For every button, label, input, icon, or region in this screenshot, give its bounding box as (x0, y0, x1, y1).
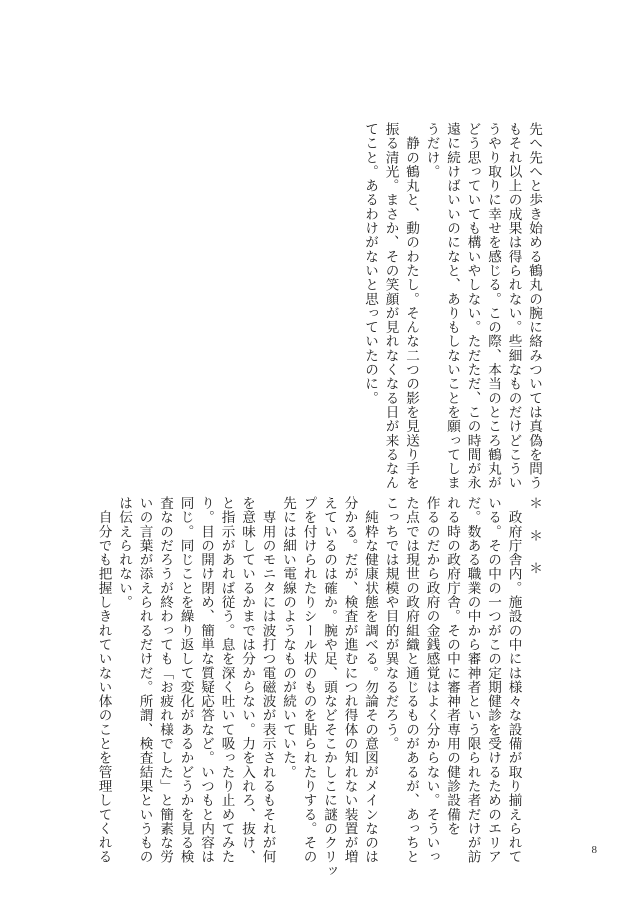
text-line: 先へ先へと歩き始める鶴丸の腕に絡みついては真偽を問う (526, 122, 542, 490)
text-line: 振る清光。まさか、その笑顔が見れなくなる日が来るなん (382, 122, 399, 490)
text-line: た点では現世の政府組織と通じるものがあるが、あっちと (403, 496, 419, 864)
text-line: こっちでは規模や目的が異なるだろう。 (382, 496, 399, 751)
page-number: 8 (591, 844, 597, 856)
text-line: れる時の政府庁舎。その中に審神者専用の健診設備を (444, 496, 460, 836)
text-line: 分かる。だが、検査が進むにつれ得体の知れない装置が増 (341, 496, 358, 864)
text-line: 同じ。同じことを繰り返して変化があるかどうかを見る検 (177, 496, 194, 864)
text-line: 先には細い電線のようなものが続いていた。 (280, 496, 296, 779)
text-line: だ。数ある職業の中から審神者という限られた者だけが訪 (464, 496, 481, 864)
text-line: うやり取りに幸せを感じる。この際、本当のところ鶴丸が (485, 122, 501, 490)
text-line: いの言葉が添えられるだけだ。所謂、検査結果というもの (136, 496, 153, 864)
text-line: いる。その中の一つがこの定期健診を受けるためのエリア (485, 496, 501, 864)
text-line: えているのは確か。腕や足、頭などそこかしこに謎のクリッ (321, 496, 337, 879)
text-line: 作るのだから政府の金銭感覚はよく分からない。そういっ (423, 496, 440, 864)
text-block-upper (360, 122, 545, 490)
text-line: プを付けられたりシール状のものを貼られたりする。その (300, 496, 317, 864)
text-line: り。目の開け閉め、簡単な質疑応答など。いつもと内容は (198, 496, 214, 864)
text-line: と指示があれば従う。息を深く吐いて吸ったり止めてみた (218, 496, 235, 864)
text-line: を意味しているかまでは分からない。力を入れろ、抜け、 (239, 496, 255, 864)
text-line: 査なのだろうが終わっても「お疲れ様でした」と簡素な労 (157, 496, 173, 864)
text-line: てこと。あるわけがないと思っていたのに。 (362, 122, 378, 405)
text-block-lower (93, 496, 544, 879)
text-line: どう思っていても構いやしない。ただただ、この時間が永 (464, 122, 481, 490)
text-line: うだけ。 (423, 122, 440, 179)
text-line: 政府庁舎内。施設の中には様々な設備が取り揃えられて (505, 496, 522, 864)
section-separator: ＊＊＊ (526, 496, 542, 594)
text-line: もそれ以上の成果は得られない。些細なものだけどこうい (505, 122, 522, 490)
text-line: 静の鶴丸と、動のわたし。そんな二つの影を見送り手を (403, 122, 419, 490)
text-line: 遠に続けばいいのになと、ありもしないことを願ってしま (444, 122, 460, 490)
text-line: 専用のモニタには波打つ電磁波が表示されるもそれが何 (259, 496, 276, 864)
text-line: は伝えられない。 (116, 496, 132, 610)
text-line: 純粋な健康状態を調べる。勿論その意図がメインなのは (362, 496, 378, 864)
text-line: 自分でも把握しきれていない体のことを管理してくれる (95, 496, 112, 864)
